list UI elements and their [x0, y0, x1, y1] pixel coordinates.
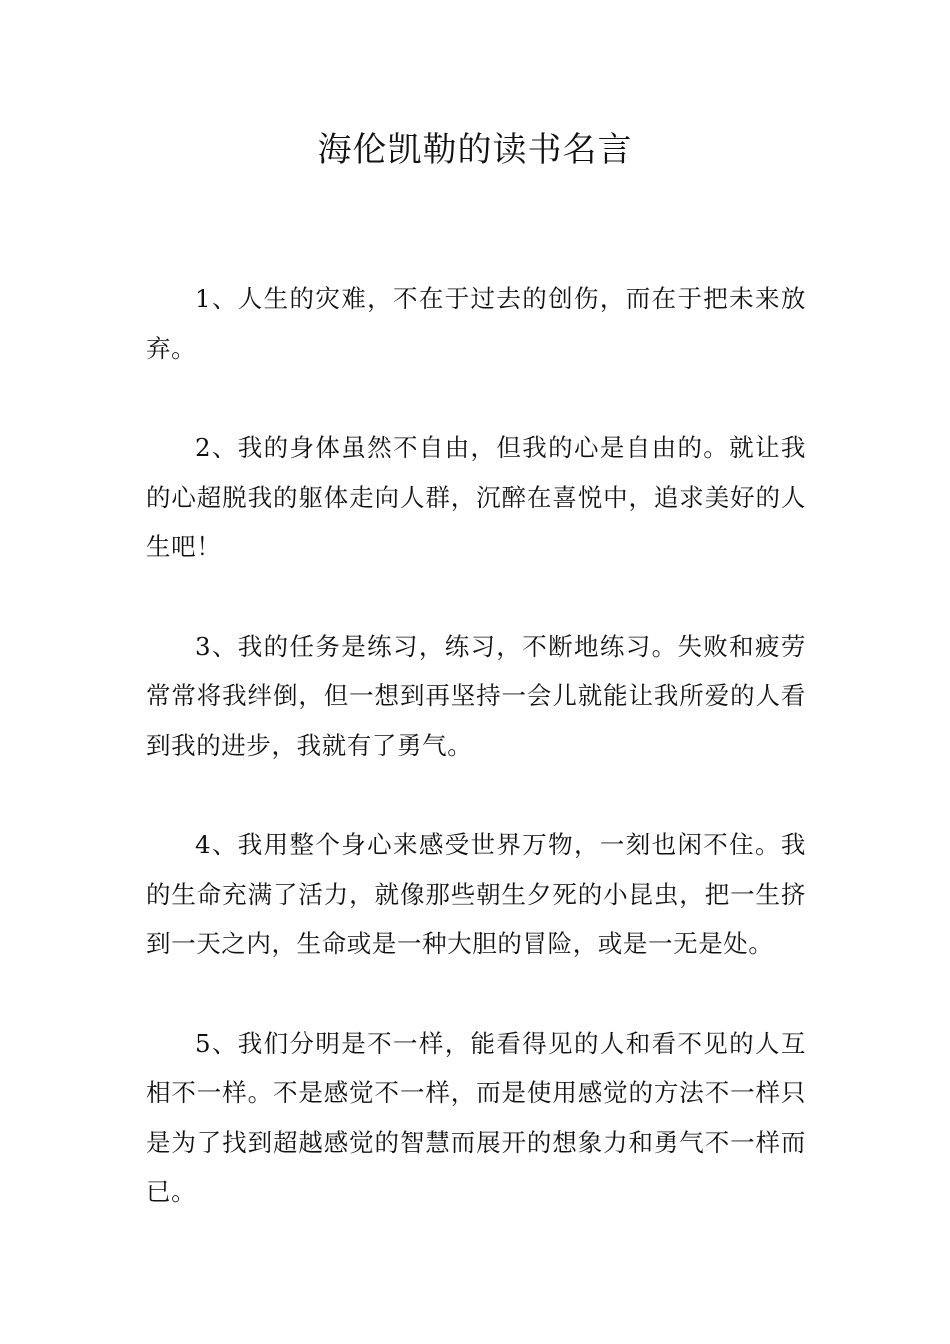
quote-paragraph-1: 1、人生的灾难，不在于过去的创伤，而在于把未来放弃。: [146, 284, 806, 363]
quote-paragraph-2: 2、我的身体虽然不自由，但我的心是自由的。就让我的心超脱我的躯体走向人群，沉醉在喜悦中，追求美好的人生吧！: [146, 433, 806, 561]
quote-paragraph-3: 3、我的任务是练习，练习，不断地练习。失败和疲劳常常将我绊倒，但一想到再坚持一会儿就能让我所爱的人看到我的进步，我就有了勇气。: [146, 631, 806, 760]
document-body: [146, 274, 806, 1267]
document-title: 海伦凯勒的读书名言: [317, 130, 633, 170]
quote-paragraph-5: 5、我们分明是不一样，能看得见的人和看不见的人互相不一样。不是感觉不一样，而是使用感觉的方法不一样只是为了找到超越感觉的智慧而展开的想象力和勇气不一样而已。: [146, 1028, 806, 1206]
quote-paragraph-4: 4、我用整个身心来感受世界万物，一刻也闲不住。我的生命充满了活力，就像那些朝生夕死的小昆虫，把一生挤到一天之内，生命或是一种大胆的冒险，或是一无是处。: [146, 830, 806, 958]
